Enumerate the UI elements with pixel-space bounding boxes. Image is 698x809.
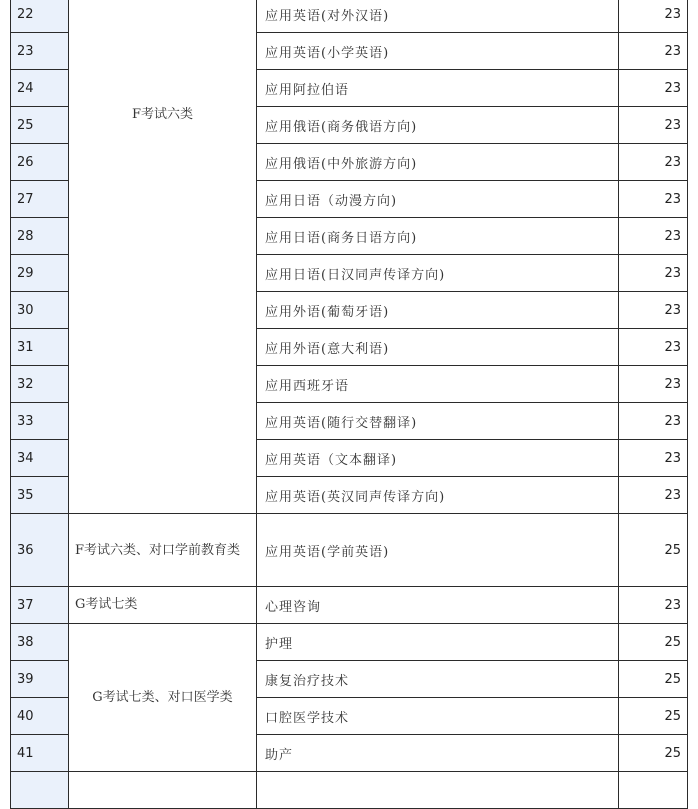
- major-name: 护理: [257, 624, 619, 661]
- row-number: 33: [11, 403, 69, 440]
- table-row: [11, 624, 688, 661]
- row-number-empty: [11, 772, 69, 809]
- major-name: 助产: [257, 735, 619, 772]
- major-name: 应用英语(随行交替翻译): [257, 403, 619, 440]
- admission-score-table: [10, 0, 688, 809]
- row-number: 38: [11, 624, 69, 661]
- row-number: 31: [11, 329, 69, 366]
- score: 23: [619, 255, 688, 292]
- score: 23: [619, 0, 688, 33]
- score: 23: [619, 181, 688, 218]
- major-name: 应用日语(日汉同声传译方向): [257, 255, 619, 292]
- score: 25: [619, 698, 688, 735]
- major-name: 应用日语（动漫方向): [257, 181, 619, 218]
- score: 25: [619, 735, 688, 772]
- major-name: 康复治疗技术: [257, 661, 619, 698]
- major-name-empty: [257, 772, 619, 809]
- table-row: [11, 0, 688, 33]
- score: 23: [619, 440, 688, 477]
- major-name: 应用外语(意大利语): [257, 329, 619, 366]
- exam-category: F考试六类: [69, 0, 257, 514]
- row-number: 23: [11, 33, 69, 70]
- row-number: 37: [11, 587, 69, 624]
- score: 23: [619, 292, 688, 329]
- major-name: 应用西班牙语: [257, 366, 619, 403]
- row-number: 26: [11, 144, 69, 181]
- score: 23: [619, 403, 688, 440]
- score: 23: [619, 70, 688, 107]
- major-name: 应用日语(商务日语方向): [257, 218, 619, 255]
- score: 23: [619, 218, 688, 255]
- table-row: [11, 587, 688, 624]
- table-row-partial: [11, 772, 688, 809]
- score: 25: [619, 514, 688, 587]
- row-number: 25: [11, 107, 69, 144]
- score: 23: [619, 366, 688, 403]
- major-name: 应用俄语(中外旅游方向): [257, 144, 619, 181]
- row-number: 32: [11, 366, 69, 403]
- row-number: 41: [11, 735, 69, 772]
- major-name: 应用英语(英汉同声传译方向): [257, 477, 619, 514]
- row-number: 28: [11, 218, 69, 255]
- score: 23: [619, 33, 688, 70]
- major-name: 应用俄语(商务俄语方向): [257, 107, 619, 144]
- row-number: 30: [11, 292, 69, 329]
- major-name: 应用英语（文本翻译): [257, 440, 619, 477]
- major-name: 应用阿拉伯语: [257, 70, 619, 107]
- row-number: 40: [11, 698, 69, 735]
- row-number: 24: [11, 70, 69, 107]
- score: 23: [619, 477, 688, 514]
- row-number: 34: [11, 440, 69, 477]
- score: 23: [619, 587, 688, 624]
- row-number: 27: [11, 181, 69, 218]
- row-number: 22: [11, 0, 69, 33]
- score: 23: [619, 107, 688, 144]
- row-number: 36: [11, 514, 69, 587]
- major-name: 应用外语(葡萄牙语): [257, 292, 619, 329]
- exam-category: F考试六类、对口学前教育类: [69, 514, 257, 587]
- row-number: 35: [11, 477, 69, 514]
- table-row: [11, 514, 688, 587]
- exam-category: G考试七类、对口医学类: [69, 624, 257, 772]
- exam-category: G考试七类: [69, 587, 257, 624]
- row-number: 39: [11, 661, 69, 698]
- major-name: 应用英语(对外汉语): [257, 0, 619, 33]
- row-number: 29: [11, 255, 69, 292]
- major-name: 口腔医学技术: [257, 698, 619, 735]
- major-name: 应用英语(小学英语): [257, 33, 619, 70]
- major-name: 应用英语(学前英语): [257, 514, 619, 587]
- score: 25: [619, 661, 688, 698]
- score-empty: [619, 772, 688, 809]
- score: 25: [619, 624, 688, 661]
- score: 23: [619, 144, 688, 181]
- major-name: 心理咨询: [257, 587, 619, 624]
- score: 23: [619, 329, 688, 366]
- exam-category-empty: [69, 772, 257, 809]
